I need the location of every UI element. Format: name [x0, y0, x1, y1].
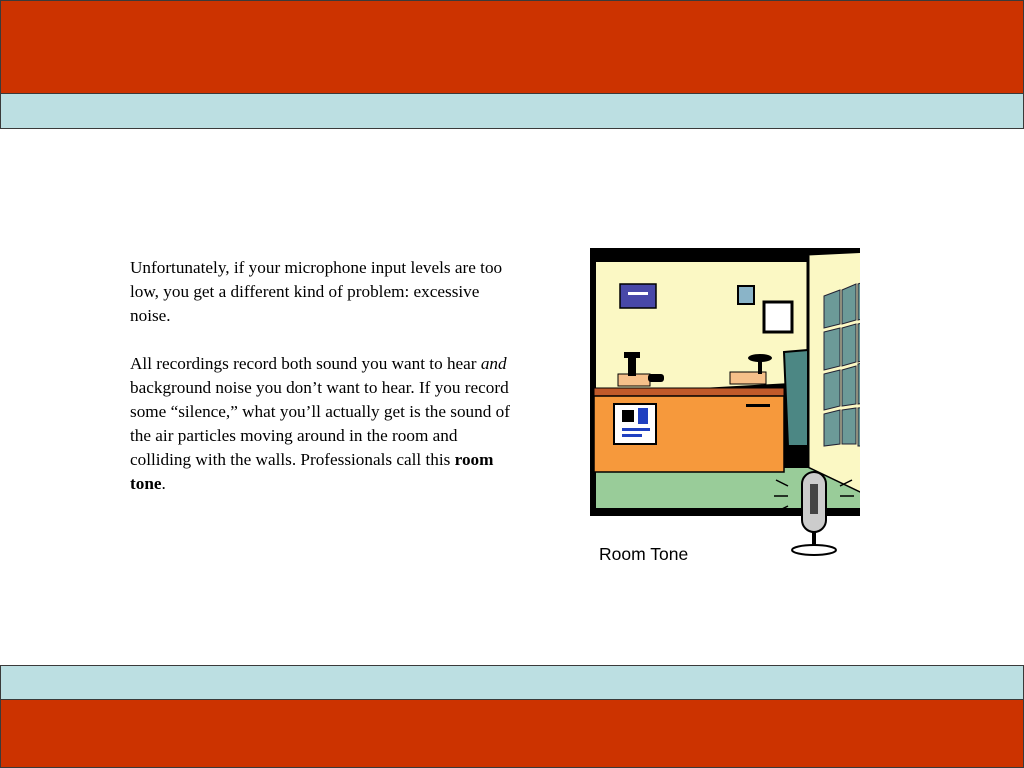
desk-drawer-handle [746, 404, 770, 407]
wall-frame-small [738, 286, 754, 304]
door [784, 350, 808, 446]
wall-sign-stripe [628, 292, 648, 295]
desk-poster-line-1 [622, 428, 650, 431]
desk-poster-line-2 [622, 434, 642, 437]
bottom-blue-band [0, 665, 1024, 701]
bottom-red-band [0, 699, 1024, 768]
top-blue-band [0, 93, 1024, 129]
window-grid-icon [824, 278, 860, 446]
wall-sign-icon [620, 284, 656, 308]
paragraph-2 [130, 352, 510, 496]
paragraph-2-part-2: background noise you don’t want to hear. If you record some “silence,” what you’ll actually get is the sound of the air particles moving around in the room and colliding with the walls. Professionals call this [130, 378, 510, 469]
desk-poster [614, 404, 656, 444]
room-tone-term: room tone [130, 450, 494, 493]
desk-top [594, 388, 784, 396]
body-text [130, 256, 510, 520]
wall-frame-large [764, 302, 792, 332]
top-red-band [0, 0, 1024, 94]
desk-poster-mark [638, 408, 648, 424]
paragraph-1: Unfortunately, if your microphone input levels are too low, you get a different kind of problem: excessive noise. [130, 258, 503, 325]
paragraph-2-part-1: All recordings record both sound you want to hear [130, 354, 481, 373]
room-illustration [588, 246, 860, 558]
paragraph-2-emphasis: and [480, 354, 507, 373]
room-tone-caption: Room Tone [599, 544, 689, 564]
paragraph-2-end: . [161, 474, 166, 493]
desk-poster-square [622, 410, 634, 422]
